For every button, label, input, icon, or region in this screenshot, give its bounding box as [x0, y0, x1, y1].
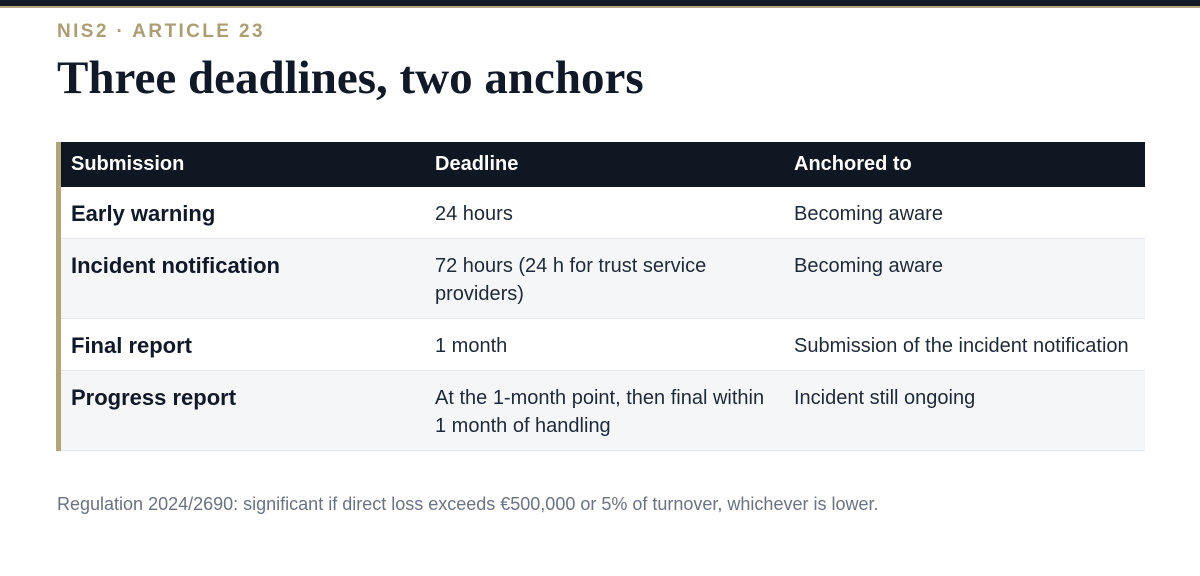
anchor-cell: Becoming aware [784, 239, 1145, 319]
column-header-anchored-to: Anchored to [784, 142, 1145, 187]
anchor-cell: Becoming aware [784, 187, 1145, 239]
table-row [61, 239, 1145, 319]
deadline-cell: 1 month [425, 319, 784, 371]
table-row [61, 371, 1145, 451]
column-header-deadline: Deadline [425, 142, 784, 187]
submission-cell: Progress report [61, 371, 425, 451]
section-eyebrow: NIS2 · ARTICLE 23 [57, 21, 265, 42]
deadlines-table [61, 142, 1145, 451]
submission-cell: Incident notification [61, 239, 425, 319]
deadline-cell: At the 1-month point, then final within 1 month of handling [425, 371, 784, 451]
top-rule [0, 0, 1200, 8]
submission-cell: Early warning [61, 187, 425, 239]
table-row [61, 319, 1145, 371]
submission-cell: Final report [61, 319, 425, 371]
table-row [61, 187, 1145, 239]
column-header-submission: Submission [61, 142, 425, 187]
table-header-row [61, 142, 1145, 187]
footnote: Regulation 2024/2690: significant if direct loss exceeds €500,000 or 5% of turnover, whichever is lower. [57, 494, 879, 514]
deadlines-table-container [56, 142, 1145, 451]
deadline-cell: 24 hours [425, 187, 784, 239]
anchor-cell: Submission of the incident notification [784, 319, 1145, 371]
deadline-cell: 72 hours (24 h for trust service providers) [425, 239, 784, 319]
page-title: Three deadlines, two anchors [57, 52, 644, 104]
anchor-cell: Incident still ongoing [784, 371, 1145, 451]
